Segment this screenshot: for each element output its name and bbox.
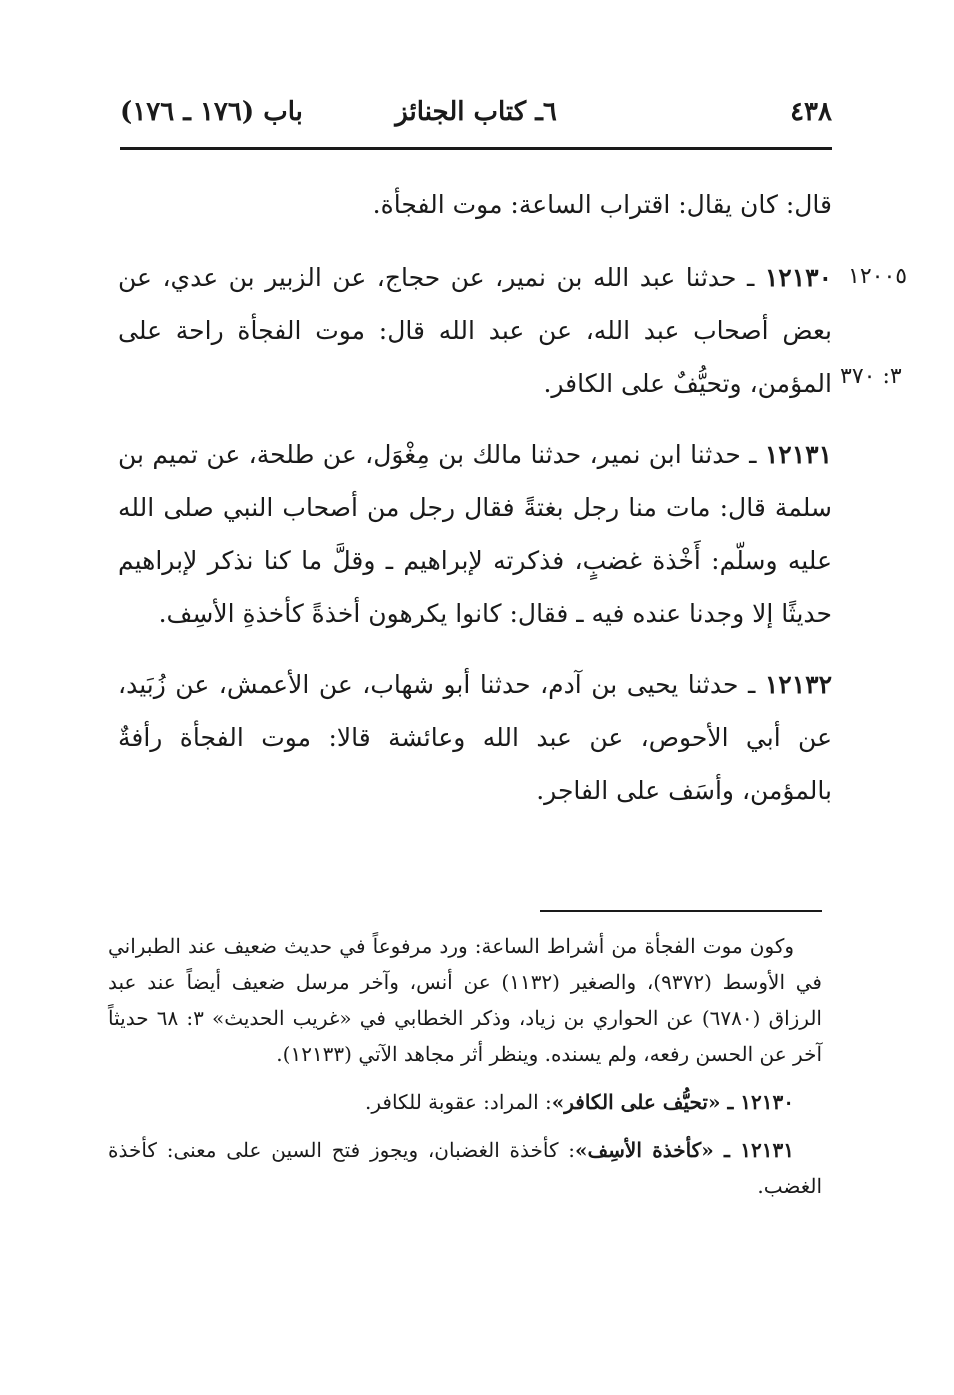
footnote-text: : كأخذة الغضبان، ويجوز فتح السين على معنى: كأخذة الغضب. [108,1138,822,1198]
hadith-number: ١٢١٣٢ [764,670,832,699]
footnote-12131 [108,1132,822,1204]
hadith-12130 [118,251,832,410]
hadith-12132 [118,658,832,817]
footnote-text: : المراد: عقوبة للكافر. [364,1090,552,1114]
intro-line: قال: كان يقال: اقتراب الساعة: موت الفجأة. [372,190,832,219]
hadith-number: ١٢١٣٠ [764,263,832,292]
footnote-intro: وكون موت الفجأة من أشراط الساعة: ورد مرفوعاً في حديث ضعيف عند الطبراني في الأوسط (٩٣٧٢)، والصغير (١١٣٢) عن أنس، وآخر مرسل ضعيف أيضاً عند عبد الرزاق (٦٧٨٠) عن الحواري بن زياد، وذكر الخطابي في «غريب الحديث» ٣: ٦٨ حديثاً آخر عن الحسن رفعه، ولم يسنده. وينظر أثر مجاهد الآتي (١٢١٣٣). [108,934,822,1066]
page-number: ٤٣٨ [790,97,832,127]
margin-note-volume-page: ٣: ٣٧٠ [840,364,902,389]
footnote-lead: ١٢١٣٠ ـ «تحيُّف على الكافر» [551,1090,794,1114]
footnote-lead: ١٢١٣١ ـ «كأخذة الأسِف» [574,1138,794,1162]
chapter-title: باب (١٧٦ ـ ١٧٦) [120,97,303,127]
footnote-separator [540,910,822,912]
page-header [120,92,832,136]
book-title: ٦ـ كتاب الجنائز [395,97,557,127]
footnotes [108,928,822,1216]
main-text [118,178,832,835]
header-rule [120,147,832,150]
margin-note-hadith-ref: ١٢٠٠٥ [848,264,908,289]
hadith-number: ١٢١٣١ [764,440,832,469]
hadith-text: ـ حدثنا عبد الله بن نمير، عن حجاج، عن الزبير بن عدي، عن بعض أصحاب عبد الله، عن عبد الله قال: موت الفجأة راحة على المؤمن، وتحيُّفٌ على الكافر. [118,263,832,398]
hadith-text: ـ حدثنا يحيى بن آدم، حدثنا أبو شهاب، عن الأعمش، عن زُبَيد، عن أبي الأحوص، عن عبد الله وعائشة قالا: موت الفجأة رأفةٌ بالمؤمن، وأسَف على الفاجر. [118,670,832,805]
hadith-text: ـ حدثنا ابن نمير، حدثنا مالك بن مِغْوَل، عن طلحة، عن تميم بن سلمة قال: مات منا رجل بغتةً فقال رجل من أصحاب النبي صلى الله عليه وسلّم: أَخْذة غضبٍ، فذكرته لإبراهيم ـ وقلَّ ما كنا نذكر لإبراهيم حديثًا إلا وجدنا عنده فيه ـ فقال: كانوا يكرهون أخذةً كأخذةِ الأسِف. [118,440,832,628]
footnote-12130 [108,1084,822,1120]
hadith-12131 [118,428,832,640]
